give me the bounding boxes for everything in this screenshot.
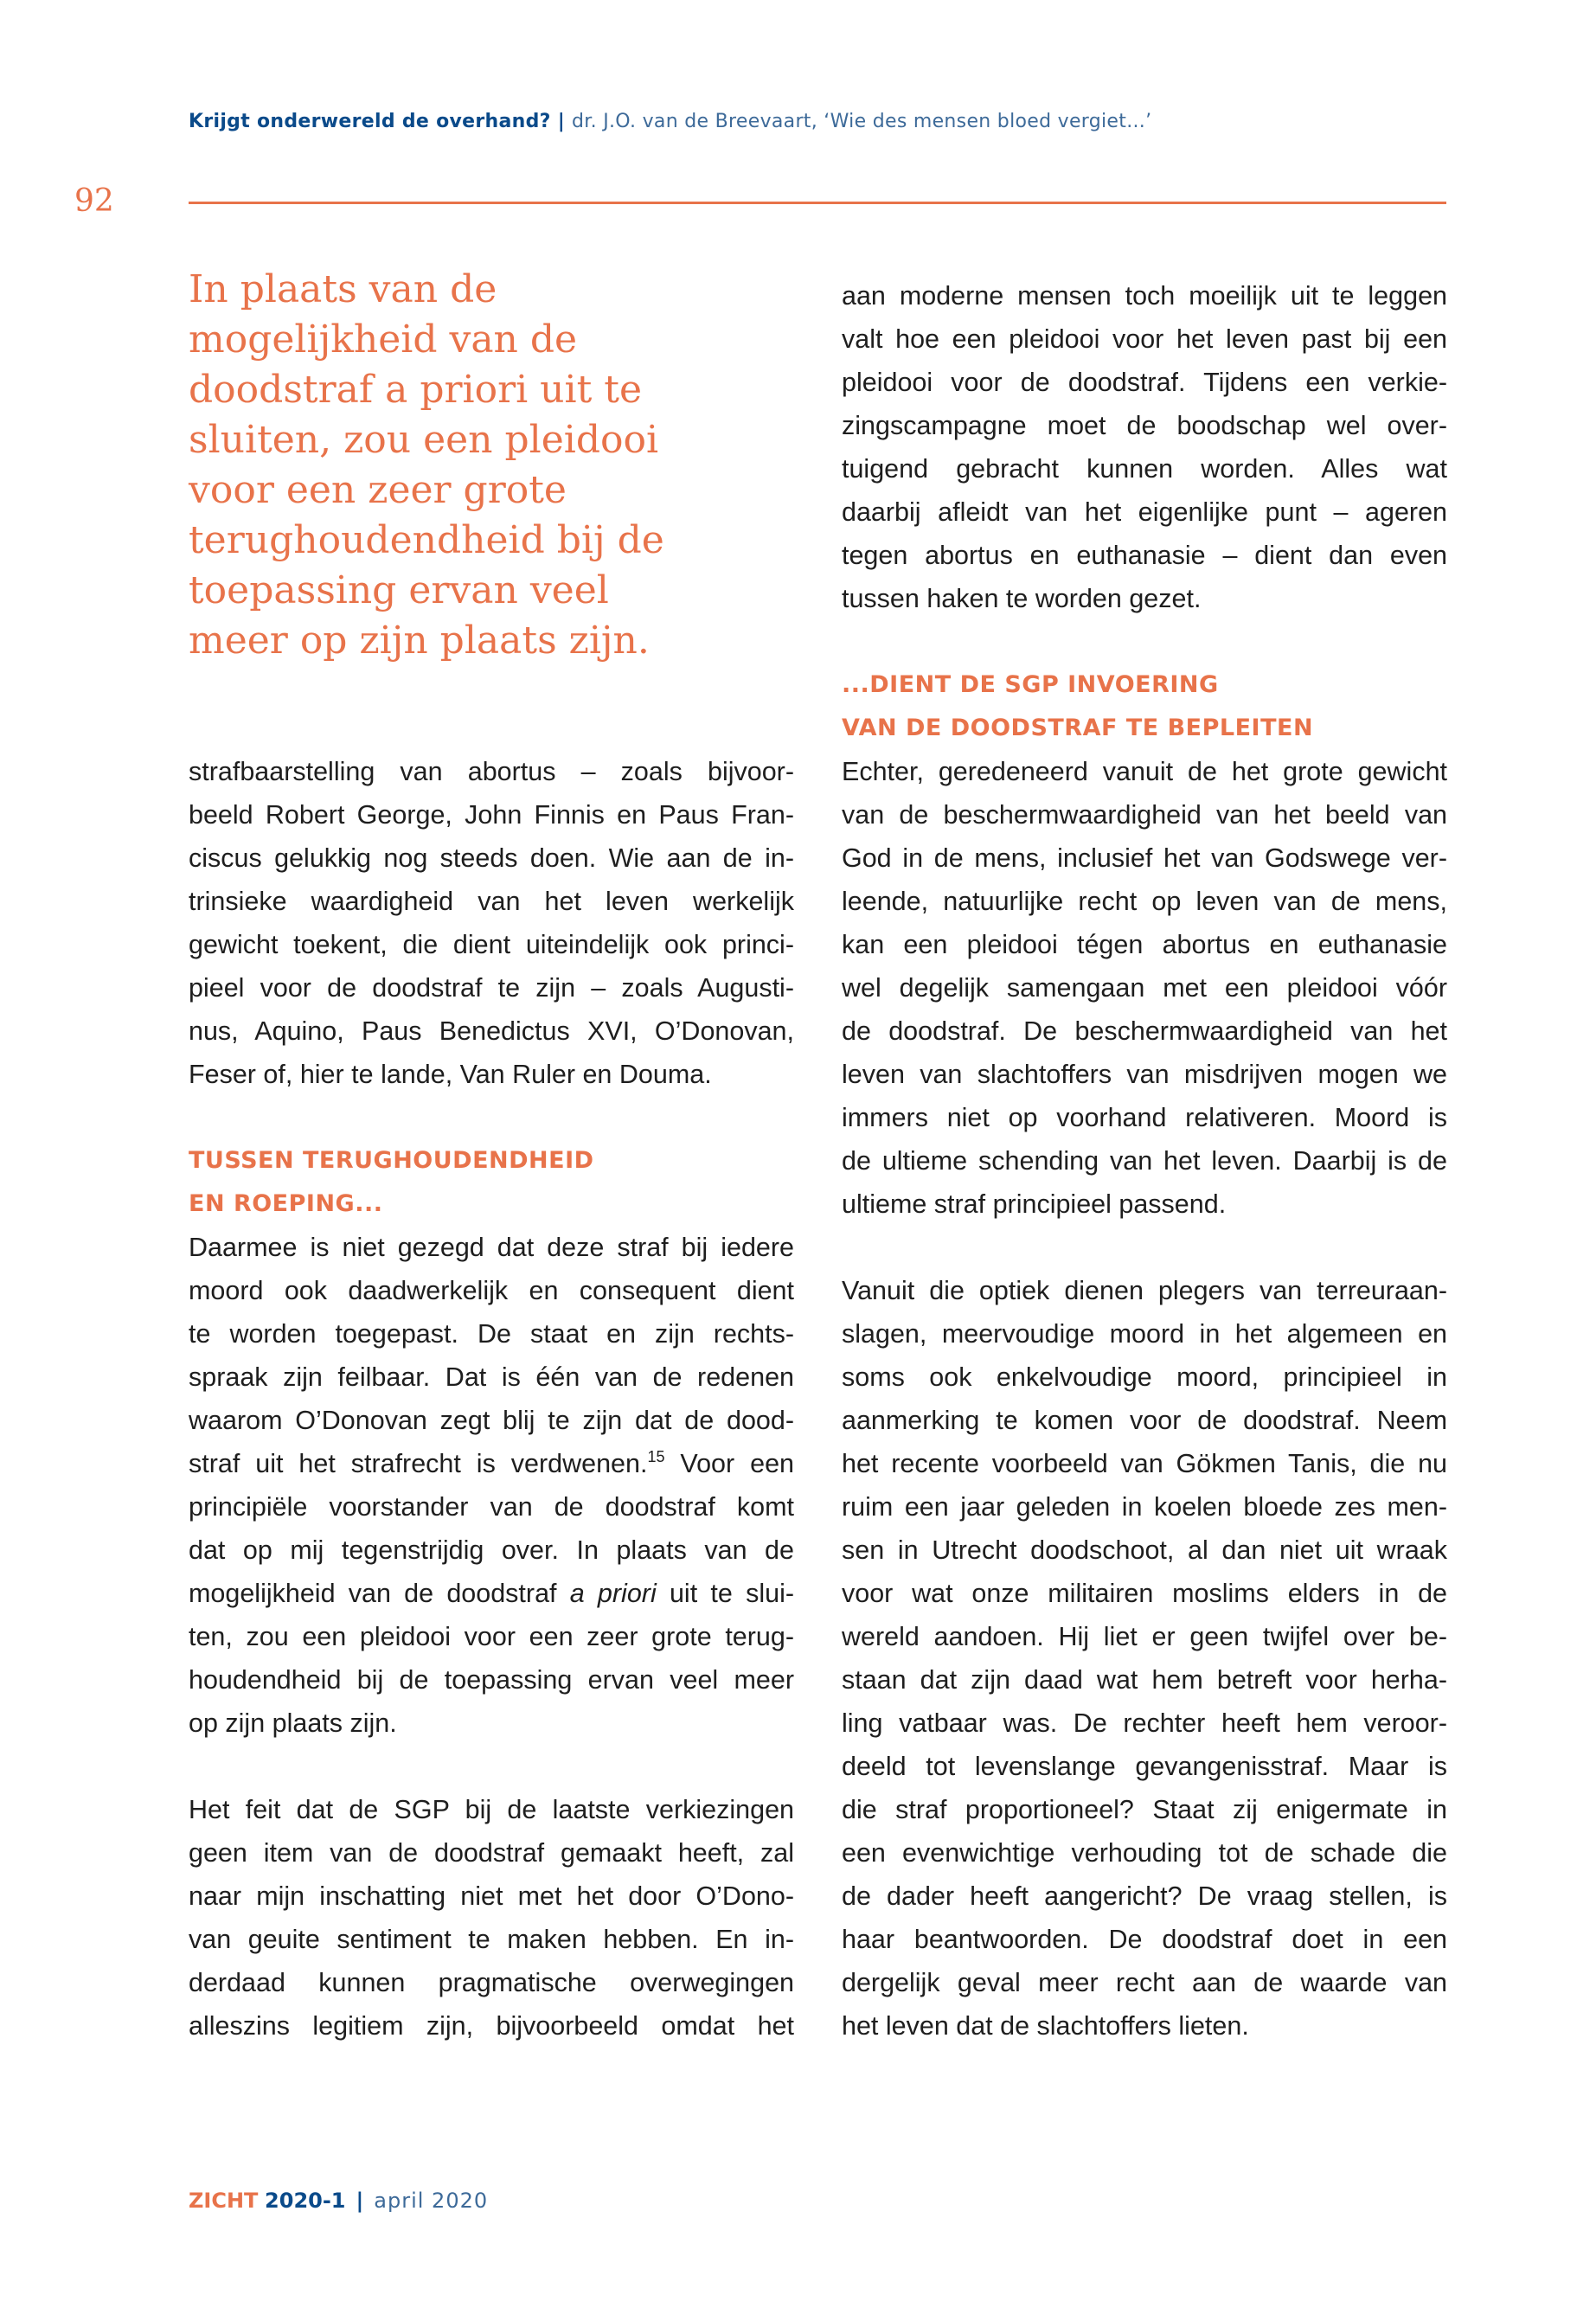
text-line: deeld tot levenslange gevangenisstraf. Maar is [842, 1752, 1447, 1781]
text-line: wereld aandoen. Hij liet er geen twijfel over be- [842, 1622, 1447, 1651]
text-line: het recente voorbeeld van Gökmen Tanis, die nu [842, 1449, 1447, 1478]
footer-separator: | [356, 2189, 364, 2213]
text-line: sen in Utrecht doodschoot, al dan niet uit wraak [842, 1535, 1447, 1565]
issue-number: 2020-1 [265, 2189, 346, 2213]
text-line: wel degelijk samengaan met een pleidooi vóór [842, 973, 1447, 1003]
left-column [189, 750, 794, 2048]
text-line: waarom O’Donovan zegt blij te zijn dat de dood- [189, 1406, 794, 1435]
italic-text: a priori [569, 1579, 657, 1608]
section-title: Krijgt onderwereld de overhand? [189, 111, 551, 132]
text-line: leven van slachtoffers van misdrijven mogen we [842, 1060, 1447, 1089]
text-line: nus, Aquino, Paus Benedictus XVI, O’Donovan, [189, 1016, 794, 1046]
text-line: daarbij afleidt van het eigenlijke punt – ageren [842, 497, 1447, 527]
paragraph-spacer [189, 1745, 794, 1788]
pull-quote-line: mogelijkheid van de [189, 317, 578, 362]
text-segment: Voor een [664, 1449, 794, 1478]
header-rule [189, 202, 1446, 204]
text-line: pleidooi voor de doodstraf. Tijdens een verkie- [842, 368, 1447, 397]
section-heading [189, 1139, 794, 1226]
text-line: van geuite sentiment te maken hebben. En in- [189, 1925, 794, 1954]
section-heading [842, 663, 1447, 750]
text-line: ling vatbaar was. De rechter heeft hem veroor- [842, 1708, 1447, 1738]
text-line: ultieme straf principieel passend. [842, 1189, 1227, 1219]
page-number: 92 [74, 183, 114, 219]
paragraph-spacer [842, 1226, 1447, 1269]
text-line: van de beschermwaardigheid van het beeld van [842, 800, 1447, 830]
text-line: die straf proportioneel? Staat zij enigermate in [842, 1795, 1447, 1824]
text-line: tussen haken te worden gezet. [842, 584, 1202, 613]
heading-line: ...DIENT DE SGP INVOERING [842, 671, 1219, 698]
text-line: strafbaarstelling van abortus – zoals bijvoor- [189, 757, 794, 786]
text-line: soms ook enkelvoudige moord, principieel in [842, 1362, 1447, 1392]
pull-quote-line: voor een zeer grote [189, 468, 567, 512]
pull-quote-line: toepassing ervan veel [189, 568, 609, 612]
text-line: dat op mij tegenstrijdig over. In plaats van de [189, 1535, 794, 1565]
paragraph [842, 1269, 1447, 2048]
text-line: Daarmee is niet gezegd dat deze straf bij iedere [189, 1233, 794, 1262]
text-line: tuigend gebracht kunnen worden. Alles wat [842, 454, 1447, 484]
pull-quote-line: doodstraf a priori uit te [189, 368, 642, 412]
text-segment: straf uit het strafrecht is verdwenen. [189, 1449, 648, 1478]
text-line: aanmerking te komen voor de doodstraf. Neem [842, 1406, 1447, 1435]
text-line: naar mijn inschatting niet met het door O’Dono- [189, 1881, 794, 1911]
text-line: kan een pleidooi tégen abortus en euthanasie [842, 930, 1447, 959]
paragraph [842, 750, 1447, 1226]
pull-quote-line: In plaats van de [189, 267, 497, 311]
text-line: de dader heeft aangericht? De vraag stellen, is [842, 1881, 1447, 1911]
text-line: te worden toegepast. De staat en zijn rechts- [189, 1319, 794, 1349]
pull-quote-line: meer op zijn plaats zijn. [189, 619, 650, 663]
text-line: aan moderne mensen toch moeilijk uit te leggen [842, 281, 1447, 311]
right-column [842, 274, 1447, 2048]
text-line: God in de mens, inclusief het van Godswege ver- [842, 843, 1447, 873]
paragraph [189, 750, 794, 1096]
text-line: moord ook daadwerkelijk en consequent dient [189, 1276, 794, 1305]
text-line: de ultieme schending van het leven. Daarbij is de [842, 1146, 1447, 1176]
text-line: Vanuit die optiek dienen plegers van terreuraan- [842, 1276, 1447, 1305]
header-separator: | [557, 111, 566, 132]
issue-date: april 2020 [374, 2189, 489, 2213]
text-line: het leven dat de slachtoffers lieten. [842, 2011, 1249, 2041]
text-line: gewicht toekent, die dient uiteindelijk ook princi- [189, 930, 794, 959]
heading-line: VAN DE DOODSTRAF TE BEPLEITEN [842, 715, 1314, 741]
text-line: dergelijk geval meer recht aan de waarde van [842, 1968, 1447, 1997]
magazine-name: ZICHT [189, 2189, 259, 2213]
text-line [189, 1572, 794, 1615]
text-line: principiële voorstander van de doodstraf komt [189, 1492, 794, 1522]
text-line: derdaad kunnen pragmatische overwegingen [189, 1968, 794, 1997]
text-line: slagen, meervoudige moord in het algemeen en [842, 1319, 1447, 1349]
text-line: Het feit dat de SGP bij de laatste verkiezingen [189, 1795, 794, 1824]
heading-line: EN ROEPING... [189, 1190, 383, 1217]
text-line: spraak zijn feilbaar. Dat is één van de redenen [189, 1362, 794, 1392]
paragraph [189, 1226, 794, 1745]
text-line: tegen abortus en euthanasie – dient dan even [842, 541, 1447, 570]
footnote-reference: 15 [647, 1448, 665, 1465]
paragraph-spacer [189, 1096, 794, 1139]
pull-quote [189, 265, 794, 666]
text-line: trinsieke waardigheid van het leven werkelijk [189, 887, 794, 916]
text-line: staan dat zijn daad wat hem betreft voor herha- [842, 1665, 1447, 1695]
text-line: haar beantwoorden. De doodstraf doet in een [842, 1925, 1447, 1954]
text-segment: mogelijkheid van de doodstraf [189, 1579, 570, 1608]
text-line: een evenwichtige verhouding tot de schade die [842, 1838, 1447, 1868]
text-line: voor wat onze militairen moslims elders in de [842, 1579, 1447, 1608]
text-line [189, 1442, 794, 1485]
footer [189, 2189, 488, 2213]
text-line: houdendheid bij de toepassing ervan veel meer [189, 1665, 794, 1695]
text-line: op zijn plaats zijn. [189, 1708, 397, 1738]
running-header [189, 111, 1151, 132]
text-line: alleszins legitiem zijn, bijvoorbeeld omdat het [189, 2011, 794, 2041]
paragraph [189, 1788, 794, 2048]
article-byline: dr. J.O. van de Breevaart, ‘Wie des mensen bloed vergiet...’ [572, 111, 1152, 132]
paragraph-spacer [842, 620, 1447, 663]
text-line: zingscampagne moet de boodschap wel over- [842, 411, 1447, 440]
text-line: geen item van de doodstraf gemaakt heeft, zal [189, 1838, 794, 1868]
paragraph [842, 274, 1447, 620]
text-line: ciscus gelukkig nog steeds doen. Wie aan de in- [189, 843, 794, 873]
text-line: Feser of, hier te lande, Van Ruler en Douma. [189, 1060, 712, 1089]
text-line: ten, zou een pleidooi voor een zeer grote terug- [189, 1622, 794, 1651]
text-line: immers niet op voorhand relativeren. Moord is [842, 1103, 1447, 1132]
pull-quote-line: terughoudendheid bij de [189, 518, 664, 562]
text-line: ruim een jaar geleden in koelen bloede zes men- [842, 1492, 1447, 1522]
text-line: valt hoe een pleidooi voor het leven past bij een [842, 324, 1447, 354]
text-segment: uit te slui- [656, 1579, 795, 1608]
text-line: Echter, geredeneerd vanuit de het grote gewicht [842, 757, 1447, 786]
heading-line: TUSSEN TERUGHOUDENDHEID [189, 1147, 594, 1174]
text-line: beeld Robert George, John Finnis en Paus Fran- [189, 800, 794, 830]
text-line: leende, natuurlijke recht op leven van de mens, [842, 887, 1447, 916]
text-line: de doodstraf. De beschermwaardigheid van het [842, 1016, 1447, 1046]
text-line: pieel voor de doodstraf te zijn – zoals Augusti- [189, 973, 794, 1003]
pull-quote-line: sluiten, zou een pleidooi [189, 418, 659, 462]
